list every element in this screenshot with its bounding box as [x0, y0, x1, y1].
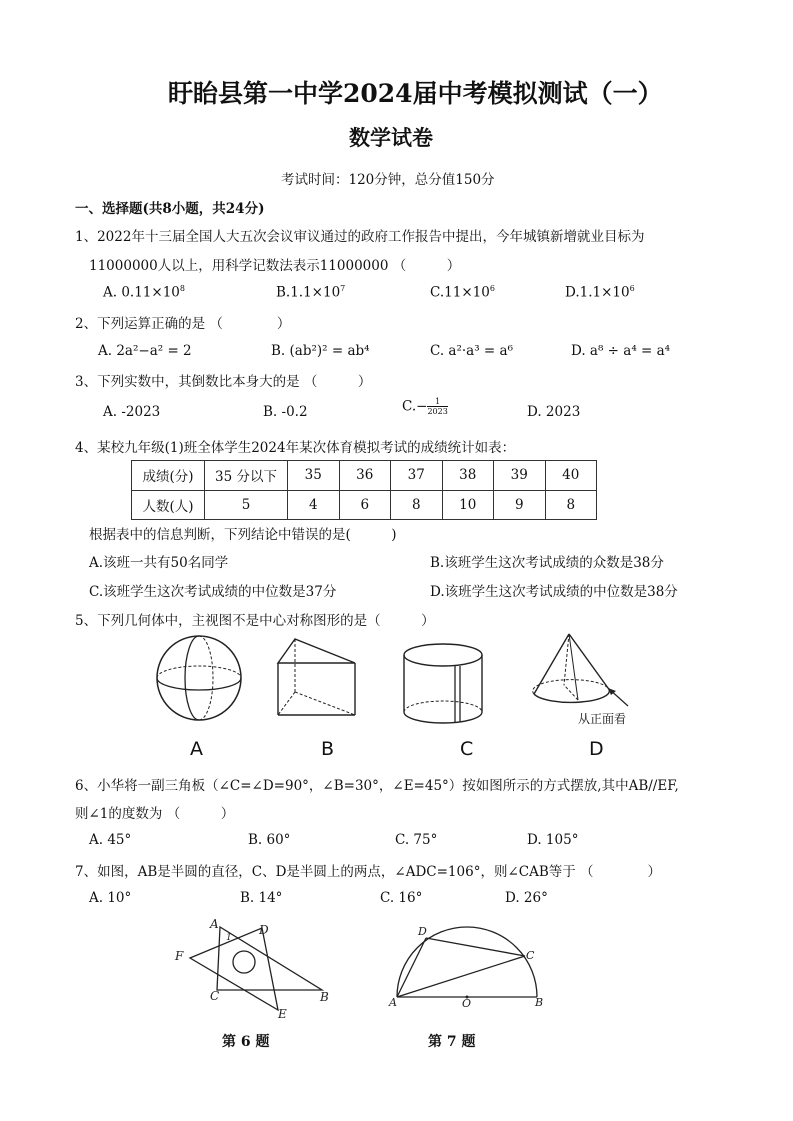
- table-cell: 5: [205, 490, 288, 520]
- q1-line1: 1、2022年十三届全国人大五次会议审议通过的政府工作报告中提出，今年城镇新增就业目标为: [75, 229, 645, 245]
- q4-option-d: D.该班学生这次考试成绩的中位数是38分: [430, 584, 678, 600]
- q7-option-a: A. 10°: [89, 890, 132, 906]
- cylinder-figure: [400, 640, 490, 728]
- q2-stem: 2、下列运算正确的是 （ ）: [75, 316, 291, 332]
- q1-option-a: A. $0.11\times 10^8$: [103, 284, 185, 301]
- table-cell: 人数(人): [132, 490, 205, 520]
- q6-option-d: D. 105°: [527, 832, 579, 848]
- page-title: 盱眙县第一中学2024届中考模拟测试（一）: [168, 79, 663, 108]
- q3-option-b: B. -0.2: [263, 404, 308, 420]
- point-label-b: B: [320, 990, 329, 1004]
- angle-label-1: 1: [226, 933, 232, 943]
- table-cell: 4: [288, 490, 340, 520]
- point-label-o: O: [462, 997, 472, 1010]
- q4-stem: 4、某校九年级(1)班全体学生2024年某次体育模拟考试的成绩统计如表：: [75, 440, 516, 456]
- figure-label-c: C: [460, 738, 474, 760]
- point-label-f: F: [175, 949, 184, 963]
- fig6-caption: 第 6 题: [222, 1034, 270, 1050]
- q3-stem: 3、下列实数中，其倒数比本身大的是 （ ）: [75, 374, 372, 390]
- prism-figure: [272, 636, 362, 720]
- q1-line2: 11000000人以上，用科学记数法表示11000000 （ ）: [89, 258, 461, 274]
- table-cell: 39: [494, 461, 546, 491]
- q7-semicircle-figure: [385, 918, 550, 1010]
- q4-option-c: C.该班学生这次考试成绩的中位数是37分: [89, 584, 337, 600]
- q2-option-d: D. a⁸ ÷ a⁴ = a⁴: [571, 343, 671, 359]
- page-subtitle: 数学试卷: [349, 125, 433, 150]
- table-cell: 40: [545, 461, 597, 491]
- score-table: [131, 460, 597, 520]
- figure-label-d: D: [589, 738, 604, 760]
- q6-line1: 6、小华将一副三角板（∠C=∠D=90°，∠B=30°，∠E=45°）按如图所示的方式摆放,其中AB//EF,: [75, 778, 679, 794]
- q7-option-c: C. 16°: [380, 890, 423, 906]
- table-cell: 9: [494, 490, 546, 520]
- table-cell: 35 分以下: [205, 461, 288, 491]
- table-row: [132, 490, 597, 520]
- point-label-a: A: [210, 917, 219, 931]
- table-cell: 36: [339, 461, 391, 491]
- q6-triangle-figure: [170, 912, 340, 1022]
- q7-option-b: B. 14°: [240, 890, 283, 906]
- figure-label-a: A: [190, 738, 203, 760]
- section-heading: 一、选择题(共8小题，共24分): [75, 201, 265, 217]
- table-cell: 8: [391, 490, 443, 520]
- q2-option-b: B. (ab²)² = ab⁴: [271, 343, 370, 359]
- figure-label-b: B: [321, 738, 335, 760]
- q4-followup: 根据表中的信息判断，下列结论中错误的是( ): [89, 527, 397, 543]
- q6-option-b: B. 60°: [248, 832, 291, 848]
- q7-option-d: D. 26°: [505, 890, 548, 906]
- fig7-caption: 第 7 题: [428, 1034, 476, 1050]
- table-cell: 37: [391, 461, 443, 491]
- q5-stem: 5、下列几何体中，主视图不是中心对称图形的是（ ）: [75, 613, 435, 629]
- table-cell: 10: [442, 490, 494, 520]
- q6-line2: 则∠1的度数为 （ ）: [75, 806, 235, 822]
- q6-option-c: C. 75°: [395, 832, 438, 848]
- q3-option-a: A. -2023: [103, 404, 161, 420]
- cone-annotation: 从正面看: [578, 712, 627, 726]
- table-cell: 8: [545, 490, 597, 520]
- q1-option-d: $D.1.1\times 10^6$: [565, 284, 635, 301]
- exam-info: 考试时间：120分钟，总分值150分: [281, 172, 495, 188]
- point-label-c: C: [210, 989, 220, 1003]
- q2-option-a: A. 2a²−a² = 2: [98, 343, 192, 359]
- point-label-e: E: [278, 1007, 287, 1021]
- q3-option-c: C.− $\frac{1}{2023}$: [402, 397, 448, 416]
- table-row: [132, 461, 597, 491]
- q2-option-c: C. a²·a³ = a⁶: [430, 343, 513, 359]
- q3-option-d: D. 2023: [527, 404, 581, 420]
- q4-option-a: A.该班一共有50名同学: [89, 555, 229, 571]
- q1-option-c: $C.11\times 10^6$: [430, 284, 495, 301]
- table-cell: 35: [288, 461, 340, 491]
- q4-option-b: B.该班学生这次考试成绩的众数是38分: [430, 555, 664, 571]
- point-label-c: C: [526, 949, 535, 962]
- point-label-a: A: [389, 996, 397, 1009]
- point-label-b: B: [535, 996, 544, 1009]
- sphere-figure: [150, 632, 250, 724]
- table-cell: 成绩(分): [132, 461, 205, 491]
- q7-stem: 7、如图，AB是半圆的直径，C、D是半圆上的两点，∠ADC=106°，则∠CAB等于 （ ）: [75, 864, 662, 880]
- q1-option-b: $B.1.1\times 10^7$: [276, 284, 346, 301]
- q6-option-a: A. 45°: [89, 832, 132, 848]
- point-label-d: D: [259, 923, 269, 937]
- table-cell: 38: [442, 461, 494, 491]
- table-cell: 6: [339, 490, 391, 520]
- point-label-d: D: [418, 925, 427, 938]
- cone-figure: [530, 630, 640, 714]
